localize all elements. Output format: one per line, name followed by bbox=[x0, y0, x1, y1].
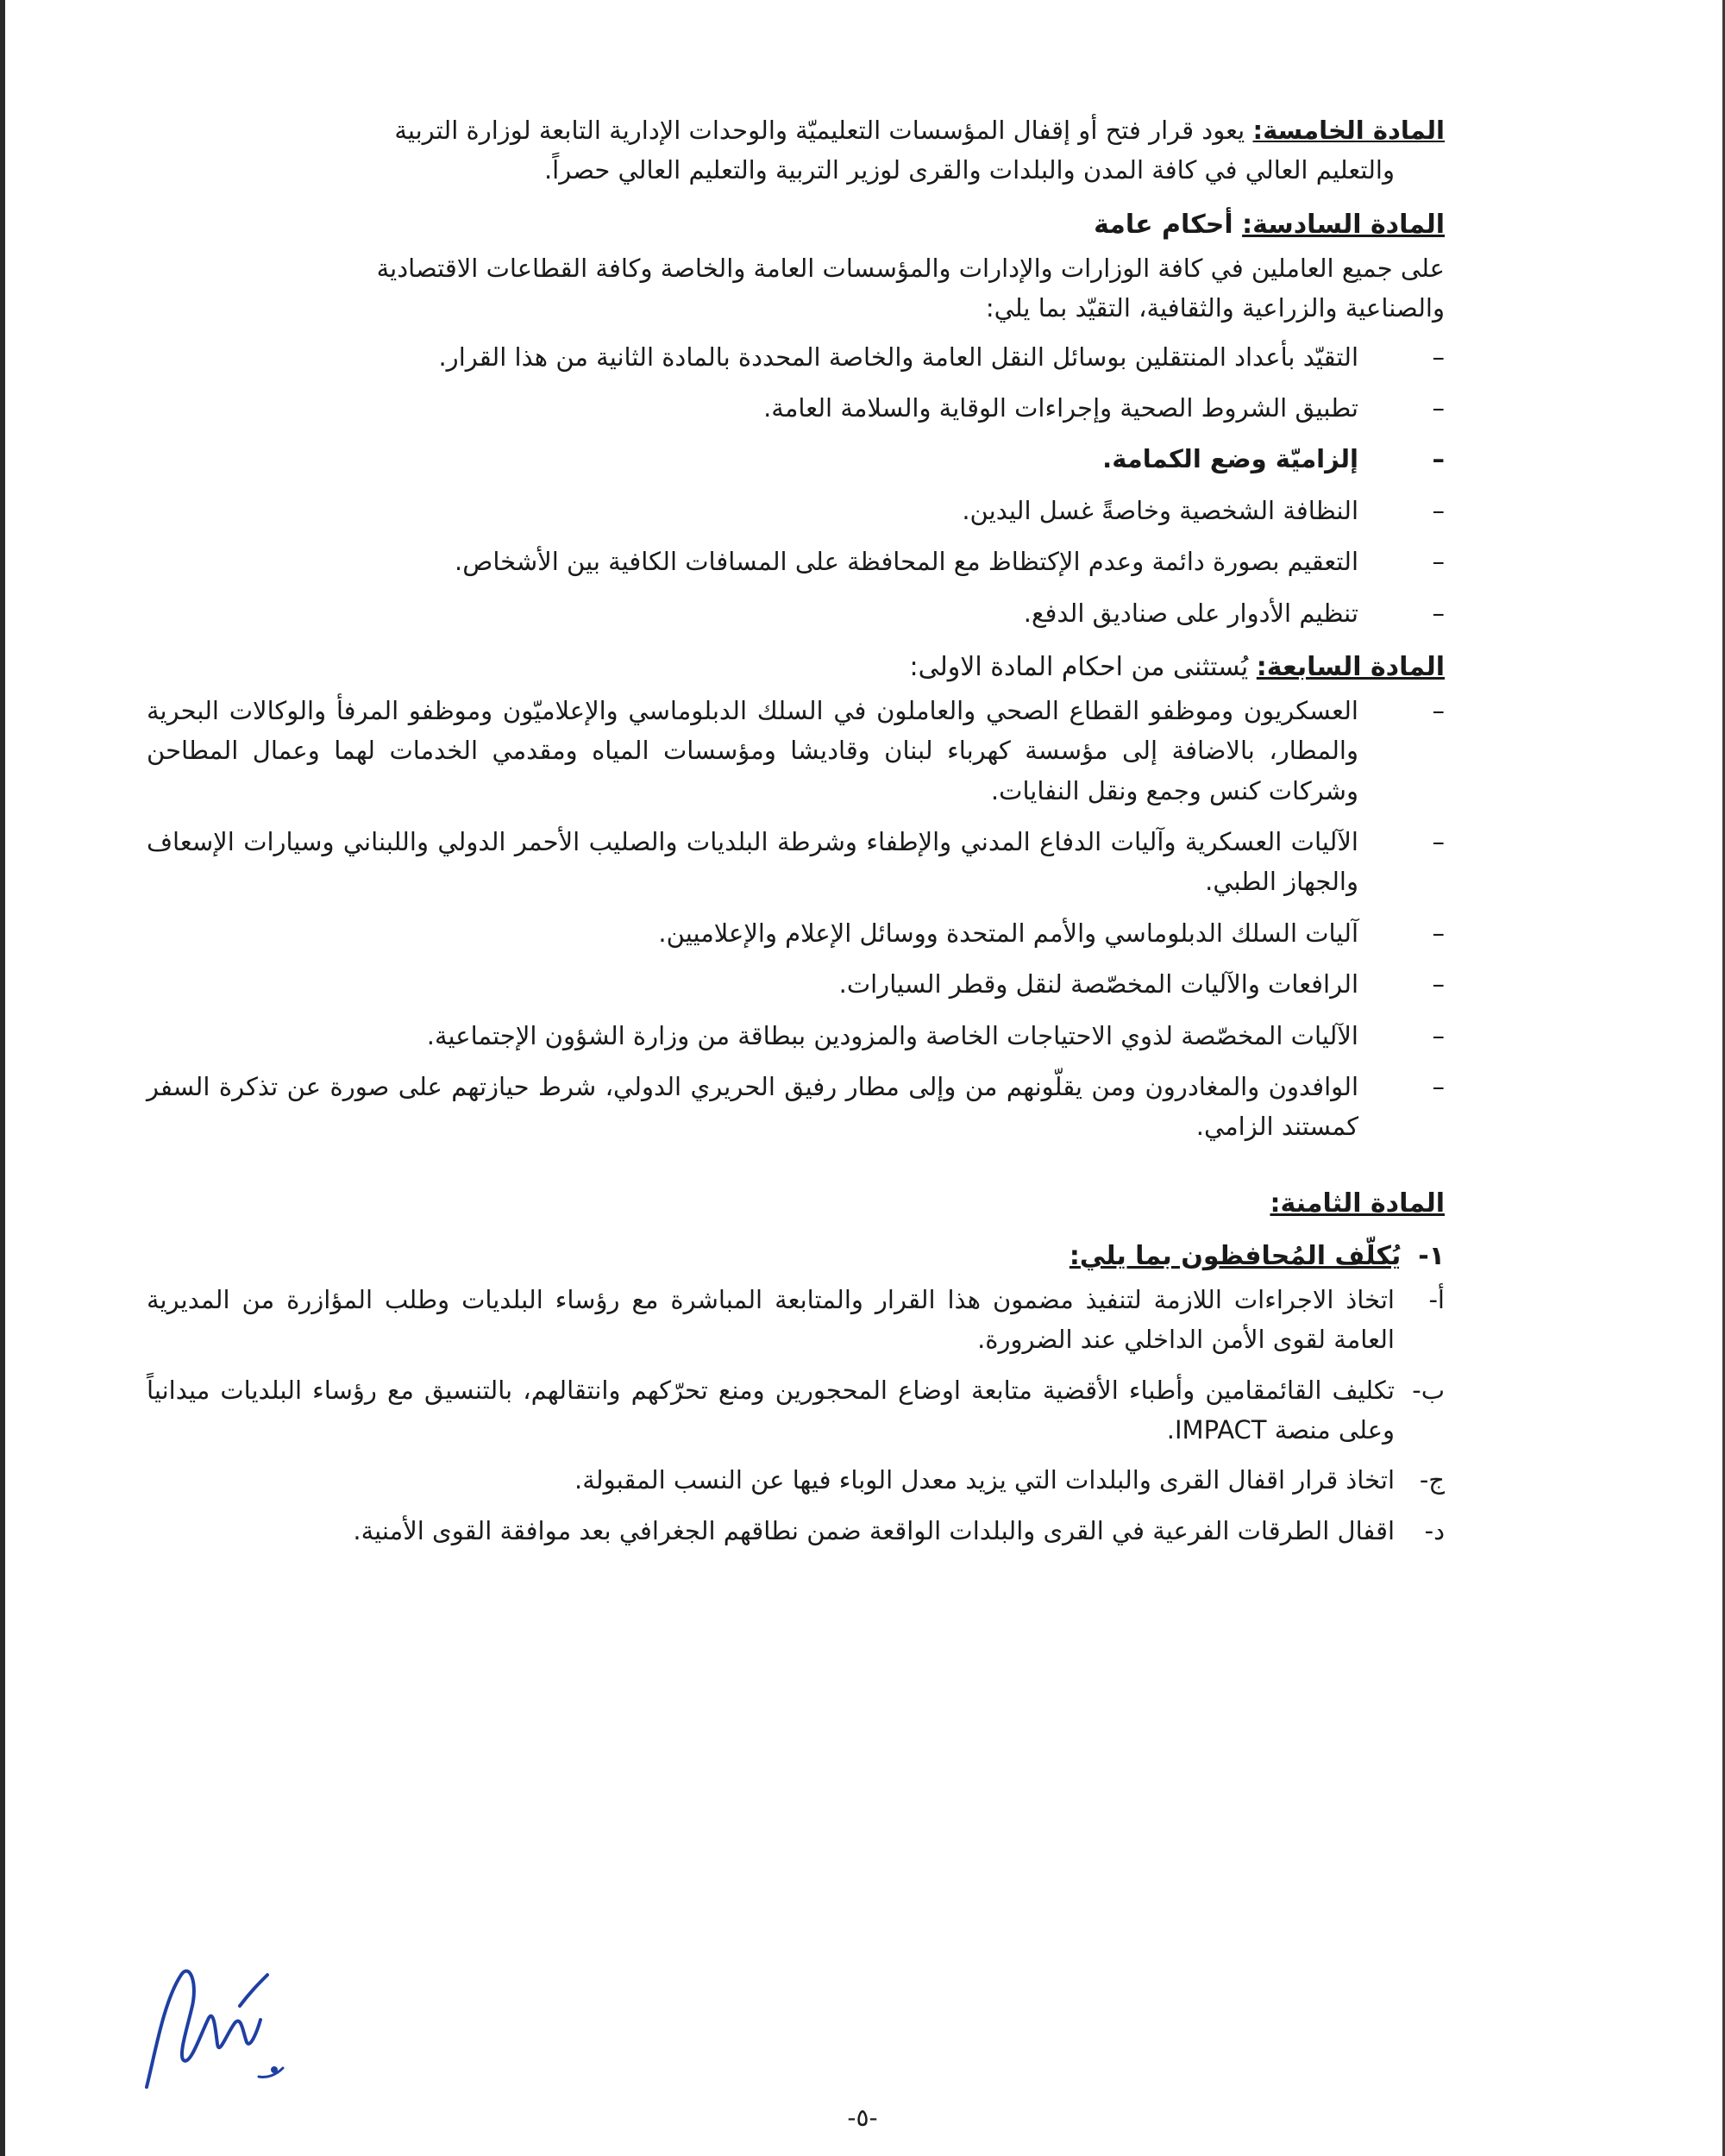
article-8-title: المادة الثامنة: bbox=[1270, 1188, 1445, 1219]
article-5-title: المادة الخامسة: bbox=[1252, 116, 1445, 145]
article-8 bbox=[147, 1188, 1445, 1551]
sub-item-text: اتخاذ قرار اقفال القرى والبلدات التي يزيد معدل الوباء فيها عن النسب المقبولة. bbox=[574, 1465, 1395, 1495]
article-5 bbox=[147, 110, 1445, 191]
list-item: – إلزاميّة وضع الكمامة. bbox=[147, 439, 1358, 479]
dash-marker: – bbox=[1432, 392, 1445, 423]
sub-item-letter: د- bbox=[1424, 1515, 1445, 1545]
article-7-heading bbox=[147, 652, 1445, 682]
sub-item-letter: ب- bbox=[1412, 1375, 1445, 1405]
dash-marker: – bbox=[1432, 547, 1445, 577]
sub-item-letter: أ- bbox=[1428, 1284, 1445, 1314]
dash-marker: – bbox=[1432, 827, 1445, 857]
list-item: – الرافعات والآليات المخصّصة لنقل وقطر السيارات. bbox=[147, 964, 1358, 1004]
dash-marker: – bbox=[1432, 444, 1445, 474]
sub-item-text: تكليف القائمقامين وأطباء الأقضية متابعة اوضاع المحجورين ومنع تحرّكهم وانتقالهم، بالتنسيق مع رؤساء البلديات ميدانياً وعلى منصة IMPACT. bbox=[147, 1375, 1395, 1445]
handwritten-signature bbox=[129, 1949, 293, 2096]
article-8-point-1 bbox=[147, 1241, 1445, 1271]
dash-marker: – bbox=[1432, 695, 1445, 725]
article-7-subtitle: يُستثنى من احكام المادة الاولى: bbox=[909, 651, 1257, 682]
point-number: ١- bbox=[1418, 1240, 1445, 1271]
list-item: – العسكريون وموظفو القطاع الصحي والعاملون في السلك الدبلوماسي والإعلاميّون وموظفو المرفأ والوكالات البحرية والمطار، بالاضافة إلى مؤسسة كهرباء لبنان وقاديشا ومؤسسات المياه ومقدمي الخدمات لهما وعمال المطاحن وشركات كنس وجمع ونقل النفايات. bbox=[147, 691, 1358, 811]
list-item: – تطبيق الشروط الصحية وإجراءات الوقاية والسلامة العامة. bbox=[147, 388, 1358, 428]
point-label: يُكلّف المُحافظون بما يلي: bbox=[1069, 1240, 1402, 1271]
article-6-intro-1: على جميع العاملين في كافة الوزارات والإدارات والمؤسسات العامة والخاصة وكافة القطاعات الاقتصادية bbox=[376, 253, 1445, 283]
sub-item bbox=[147, 1280, 1445, 1360]
dash-marker: – bbox=[1432, 1072, 1445, 1102]
sub-item bbox=[147, 1370, 1445, 1451]
article-6-intro-2: والصناعية والزراعية والثقافية، التقيّد بما يلي: bbox=[985, 293, 1445, 323]
article-6-subtitle: أحكام عامة bbox=[1094, 209, 1243, 240]
list-item: – التعقيم بصورة دائمة وعدم الإكتظاظ مع المحافظة على المسافات الكافية بين الأشخاص. bbox=[147, 542, 1358, 581]
sub-item-text: اتخاذ الاجراءات اللازمة لتنفيذ مضمون هذا القرار والمتابعة المباشرة مع رؤساء البلديات وطلب المؤازرة من المديرية العامة لقوى الأمن الداخلي عند الضرورة. bbox=[147, 1284, 1395, 1355]
article-6-title: المادة السادسة: bbox=[1242, 209, 1445, 240]
page-number: -٥- bbox=[847, 2103, 878, 2132]
article-5-line-2: والتعليم العالي في كافة المدن والبلدات والقرى لوزير التربية والتعليم العالي حصراً. bbox=[543, 155, 1395, 185]
sub-item-text: اقفال الطرقات الفرعية في القرى والبلدات الواقعة ضمن نطاقهم الجغرافي بعد موافقة القوى الأمنية. bbox=[353, 1515, 1395, 1545]
list-item: – التقيّد بأعداد المنتقلين بوسائل النقل العامة والخاصة المحددة بالمادة الثانية من هذا القرار. bbox=[147, 337, 1358, 377]
article-7 bbox=[147, 652, 1445, 1147]
dash-marker: – bbox=[1432, 495, 1445, 525]
article-6-heading bbox=[147, 210, 1445, 240]
dash-marker: – bbox=[1432, 598, 1445, 628]
article-7-list bbox=[147, 691, 1445, 1147]
sub-item-letter: ج- bbox=[1419, 1465, 1445, 1495]
article-6-list bbox=[147, 337, 1445, 633]
dash-marker: – bbox=[1432, 918, 1445, 948]
article-8-heading bbox=[147, 1188, 1445, 1219]
sub-item bbox=[147, 1511, 1445, 1551]
dash-marker: – bbox=[1432, 969, 1445, 1000]
list-item: – الآليات العسكرية وآليات الدفاع المدني والإطفاء وشرطة البلديات والصليب الأحمر الدولي واللبناني وسيارات الإسعاف والجهاز الطبي. bbox=[147, 822, 1358, 902]
dash-marker: – bbox=[1432, 1020, 1445, 1050]
sub-item bbox=[147, 1460, 1445, 1500]
list-item: – الوافدون والمغادرون ومن يقلّونهم من وإلى مطار رفيق الحريري الدولي، شرط حيازتهم على صورة عن تذكرة السفر كمستند الزامي. bbox=[147, 1067, 1358, 1147]
article-5-text-1: يعود قرار فتح أو إقفال المؤسسات التعليميّة والوحدات الإدارية التابعة لوزارة التربية bbox=[394, 116, 1253, 145]
list-item: – تنظيم الأدوار على صناديق الدفع. bbox=[147, 593, 1358, 633]
list-item: – النظافة الشخصية وخاصةً غسل اليدين. bbox=[147, 491, 1358, 530]
dash-marker: – bbox=[1432, 342, 1445, 372]
article-7-title: المادة السابعة: bbox=[1256, 651, 1445, 682]
article-6 bbox=[147, 210, 1445, 633]
list-item: – الآليات المخصّصة لذوي الاحتياجات الخاصة والمزودين ببطاقة من وزارة الشؤون الإجتماعية. bbox=[147, 1016, 1358, 1056]
list-item: – آليات السلك الدبلوماسي والأمم المتحدة ووسائل الإعلام والإعلاميين. bbox=[147, 913, 1358, 953]
article-5-line-1 bbox=[147, 110, 1445, 150]
